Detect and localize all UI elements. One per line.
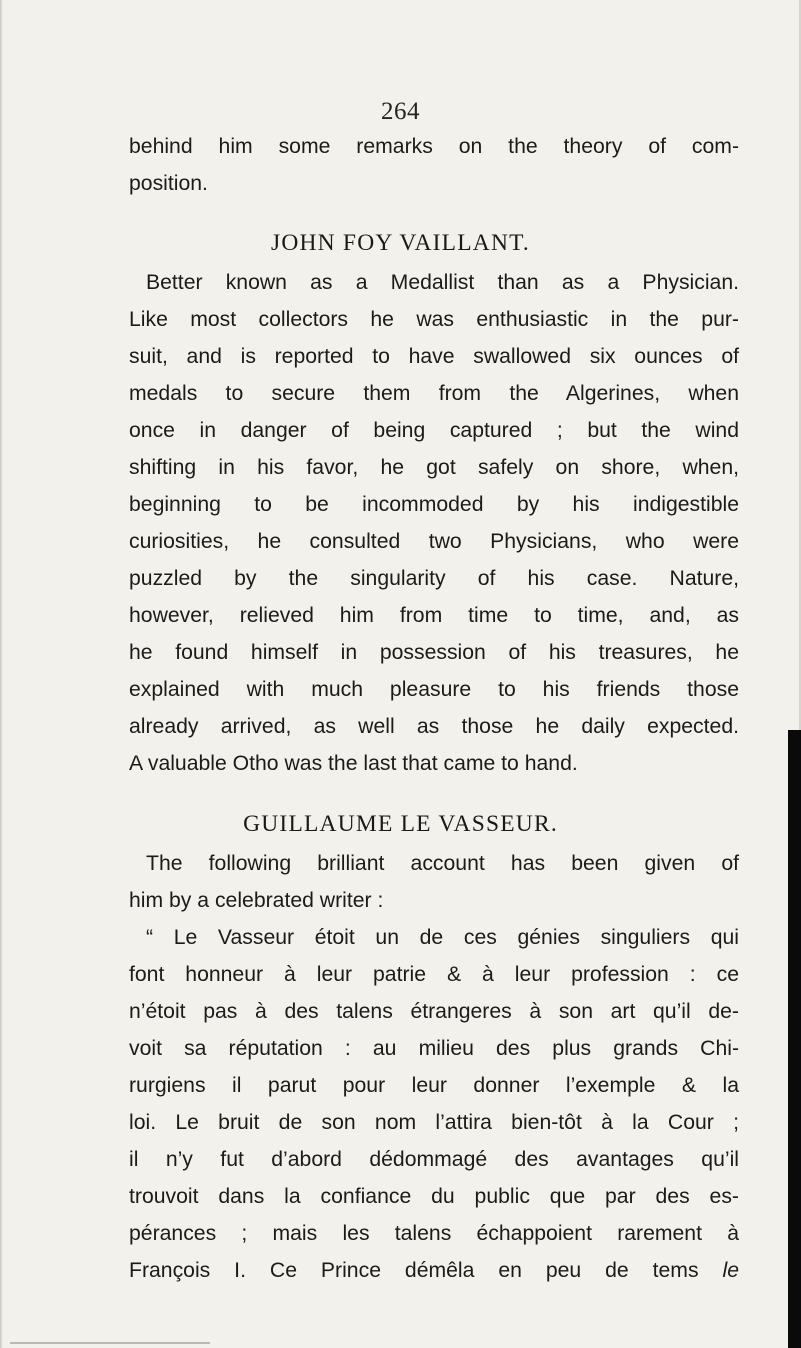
text-line: he found himself in possession of his treasures, he: [129, 641, 739, 664]
text-line-final: [129, 1259, 739, 1283]
text-line: Better known as a Medallist than as a Physician.: [146, 271, 739, 294]
text-line: already arrived, as well as those he daily expected.: [129, 715, 739, 738]
text-line: curiosities, he consulted two Physicians, who were: [129, 530, 739, 553]
text-line: explained with much pleasure to his friends those: [129, 678, 739, 701]
text-line: suit, and is reported to have swallowed six ounces of: [129, 345, 739, 368]
text-line: n’étoit pas à des talens étrangeres à son art qu’il de-: [129, 1000, 739, 1023]
catchword: le: [722, 1259, 740, 1282]
text-line: medals to secure them from the Algerines, when: [129, 382, 739, 405]
section-heading-vaillant: JOHN FOY VAILLANT.: [271, 230, 530, 256]
page-edge-shadow: [0, 0, 3, 1348]
text-line: Like most collectors he was enthusiastic in the pur-: [129, 308, 739, 331]
text-line: behind him some remarks on the theory of com-: [129, 135, 739, 158]
text-line: rurgiens il parut pour leur donner l’exemple & la: [129, 1074, 739, 1097]
text-line: trouvoit dans la confiance du public que par des es-: [129, 1185, 739, 1208]
text-line: pérances ; mais les talens échappoient rarement à: [129, 1222, 739, 1245]
text-line: him by a celebrated writer :: [129, 889, 384, 912]
text-line: font honneur à leur patrie & à leur profession : ce: [129, 963, 739, 986]
text-line: puzzled by the singularity of his case. Nature,: [129, 567, 739, 590]
text-line: il n’y fut d’abord dédommagé des avantages qu’il: [129, 1148, 739, 1171]
text-line: “ Le Vasseur étoit un de ces génies singuliers qui: [146, 926, 739, 949]
text-line: once in danger of being captured ; but the wind: [129, 419, 739, 442]
text-line: however, relieved him from time to time, and, as: [129, 604, 739, 627]
text-line: beginning to be incommoded by his indigestible: [129, 493, 739, 516]
text-line: position.: [129, 172, 208, 195]
text-line: The following brilliant account has been given of: [146, 852, 739, 875]
text-line: loi. Le bruit de son nom l’attira bien-tôt à la Cour ;: [129, 1111, 739, 1134]
text-line-body: François I. Ce Prince démêla en peu de tems: [129, 1259, 699, 1282]
scan-bottom-edge: [10, 1342, 210, 1344]
text-line: shifting in his favor, he got safely on shore, when,: [129, 456, 739, 479]
text-line: A valuable Otho was the last that came to hand.: [129, 752, 578, 775]
text-line: voit sa réputation : au milieu des plus grands Chi-: [129, 1037, 739, 1060]
page-number: 264: [381, 98, 420, 125]
section-heading-le-vasseur: GUILLAUME LE VASSEUR.: [243, 811, 558, 837]
